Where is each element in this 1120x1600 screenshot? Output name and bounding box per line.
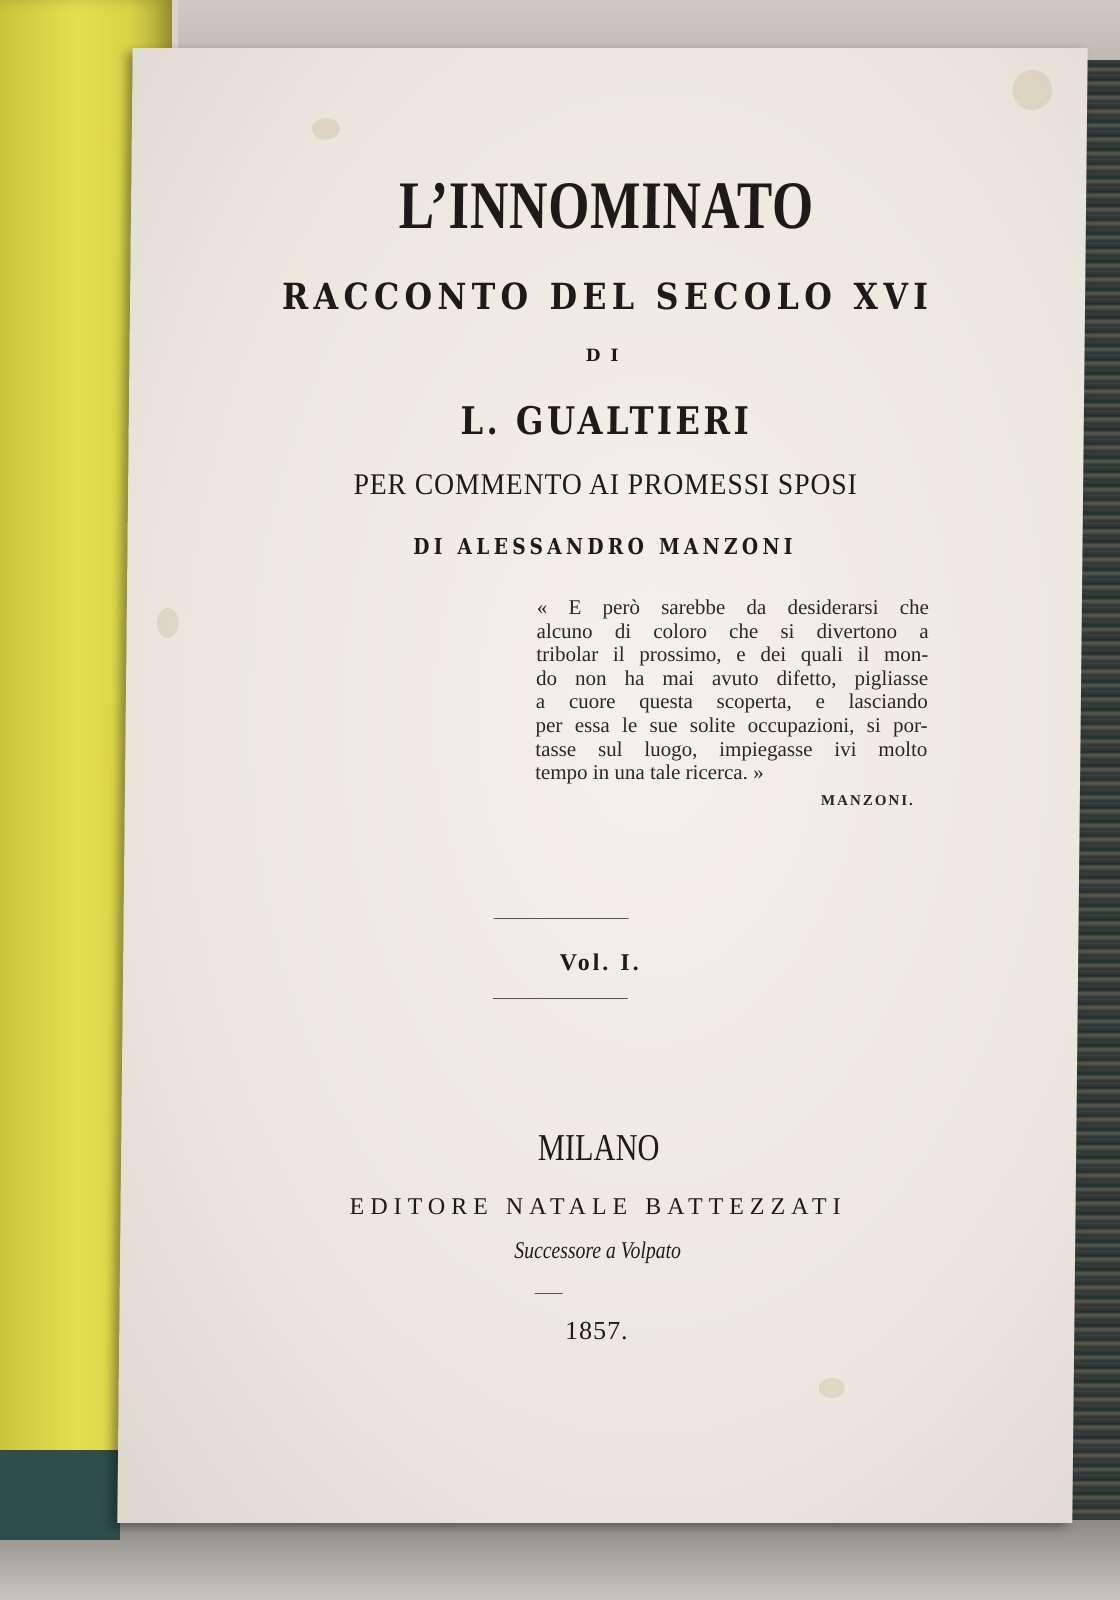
title-page	[117, 48, 1087, 1523]
epigraph-line: tribolar il prossimo, e dei quali il mon-	[536, 642, 929, 667]
epigraph-line: a cuore questa scoperta, e lasciando	[535, 689, 929, 714]
imprint-year: 1857.	[564, 1316, 629, 1345]
imprint-city: MILANO	[537, 1127, 660, 1169]
book-subtitle: RACCONTO DEL SECOLO XVI	[281, 276, 934, 318]
divider-rule	[535, 1293, 563, 1294]
imprint-successor: Successore a Volpato	[514, 1238, 682, 1264]
foxing-spot	[819, 1378, 845, 1398]
commentary-line: PER COMMENTO AI PROMESSI SPOSI	[353, 468, 858, 501]
epigraph-signature: MANZONI.	[820, 793, 915, 809]
by-label: DI	[585, 346, 629, 366]
epigraph-line: tasse sul luogo, impiegasse ivi molto	[535, 736, 928, 761]
epigraph-line: per essa le sue solite occupazioni, si por-	[535, 712, 928, 737]
foxing-spot	[157, 608, 179, 638]
book-title: L’INNOMINATO	[398, 167, 815, 243]
divider-rule	[493, 998, 628, 999]
epigraph-line: « E però sarebbe da desiderarsi che	[536, 595, 929, 619]
epigraph-line: alcuno di coloro che si divertono a	[536, 618, 929, 643]
imprint-publisher: EDITORE NATALE BATTEZZATI	[349, 1194, 847, 1220]
author-name: L. GUALTIERI	[460, 398, 753, 443]
volume-label: Vol. I.	[559, 950, 642, 976]
foxing-spot	[312, 118, 340, 140]
table-surface	[0, 1520, 1120, 1600]
epigraph-quote	[535, 596, 929, 785]
commentary-author: DI ALESSANDRO MANZONI	[413, 534, 797, 560]
cover-binding	[0, 1450, 120, 1540]
epigraph-line: tempo in una tale ricerca. »	[535, 760, 764, 785]
foxing-spot	[1012, 70, 1052, 110]
epigraph-line: do non ha mai avuto difetto, pigliasse	[536, 665, 929, 690]
divider-rule	[494, 918, 629, 919]
